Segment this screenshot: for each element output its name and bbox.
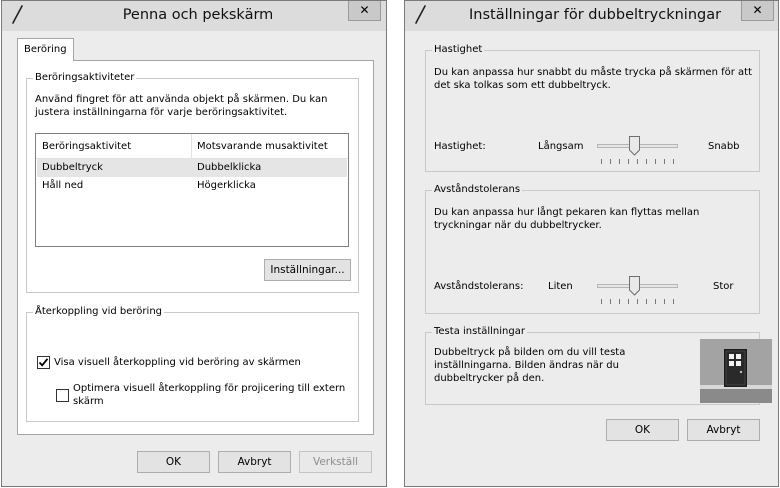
cancel-button[interactable]: Avbryt bbox=[218, 451, 291, 473]
column-header-mouse[interactable]: Motsvarande musaktivitet bbox=[192, 134, 348, 159]
mouse-action: Högerklicka bbox=[197, 180, 256, 191]
distance-min-label: Liten bbox=[548, 281, 573, 292]
ok-button[interactable]: OK bbox=[606, 419, 679, 441]
slider-tick bbox=[673, 299, 674, 304]
title-bar bbox=[2, 1, 386, 31]
slider-tick bbox=[601, 299, 602, 304]
slider-thumb[interactable] bbox=[629, 276, 640, 296]
mouse-action: Dubbelklicka bbox=[197, 162, 262, 173]
touch-feedback-group bbox=[26, 306, 359, 422]
slider-tick bbox=[601, 159, 602, 164]
settings-button[interactable]: Inställningar... bbox=[264, 259, 351, 281]
slider-tick bbox=[673, 159, 674, 164]
speed-max-label: Snabb bbox=[708, 141, 740, 152]
projection-label[interactable]: Optimera visuell återkoppling för projicering till extern skärm bbox=[73, 383, 346, 407]
slider-tick bbox=[637, 299, 638, 304]
close-button[interactable] bbox=[348, 1, 381, 21]
group-title: Beröringsaktiviteter bbox=[35, 72, 135, 83]
activities-list[interactable] bbox=[35, 133, 349, 247]
slider-tick bbox=[628, 299, 629, 304]
door-icon bbox=[700, 339, 772, 403]
projection-checkbox[interactable] bbox=[56, 389, 69, 402]
activity-name: Håll ned bbox=[42, 180, 84, 191]
group-title: Återkoppling vid beröring bbox=[35, 306, 163, 317]
slider-tick bbox=[637, 159, 638, 164]
slider-tick bbox=[655, 159, 656, 164]
visual-feedback-label[interactable]: Visa visuell återkoppling vid beröring av skärmen bbox=[54, 357, 301, 368]
activities-description: Använd fingret för att använda objekt på skärmen. Du kan justera inställningarna för varje beröringsaktivitet. bbox=[35, 94, 328, 118]
speed-description: Du kan anpassa hur snabbt du måste trycka på skärmen för att det ska tolkas som ett dubbeltryck. bbox=[434, 67, 752, 91]
slider-tick bbox=[664, 159, 665, 164]
slider-ticks bbox=[597, 299, 678, 304]
slider-tick bbox=[664, 299, 665, 304]
column-header-activity[interactable]: Beröringsaktivitet bbox=[36, 134, 192, 159]
close-icon: ✕ bbox=[359, 3, 370, 17]
pen-touch-dialog bbox=[1, 0, 387, 487]
visual-feedback-checkbox[interactable] bbox=[37, 356, 50, 369]
activity-name: Dubbeltryck bbox=[42, 162, 103, 173]
test-image[interactable] bbox=[700, 339, 772, 403]
checkmark-icon bbox=[38, 357, 49, 368]
slider-tick bbox=[619, 159, 620, 164]
ok-button[interactable]: OK bbox=[137, 451, 210, 473]
window-title: Penna och pekskärm bbox=[122, 7, 274, 23]
apply-button[interactable]: Verkställ bbox=[299, 451, 372, 473]
close-button[interactable] bbox=[741, 1, 774, 21]
speed-min-label: Långsam bbox=[538, 141, 584, 152]
speed-group bbox=[425, 44, 760, 172]
distance-slider[interactable] bbox=[597, 276, 678, 304]
speed-label: Hastighet: bbox=[434, 141, 486, 152]
double-tap-settings-dialog bbox=[404, 0, 779, 487]
speed-slider[interactable] bbox=[597, 136, 678, 164]
slider-tick bbox=[619, 299, 620, 304]
list-item[interactable] bbox=[37, 177, 347, 195]
slider-tick bbox=[646, 159, 647, 164]
slider-ticks bbox=[597, 159, 678, 164]
slider-thumb[interactable] bbox=[629, 136, 640, 156]
pen-icon bbox=[414, 4, 428, 24]
distance-description: Du kan anpassa hur långt pekaren kan flyttas mellan tryckningar när du dubbeltrycker. bbox=[434, 207, 700, 231]
distance-tolerance-group bbox=[425, 184, 760, 314]
distance-max-label: Stor bbox=[713, 281, 734, 292]
slider-tick bbox=[655, 299, 656, 304]
distance-label: Avståndstolerans: bbox=[434, 281, 524, 292]
test-description: Dubbeltryck på bilden om du vill testa inställningarna. Bilden ändras när du dubbeltrycker på den. bbox=[434, 347, 626, 384]
list-item[interactable] bbox=[37, 159, 347, 177]
group-title: Testa inställningar bbox=[434, 326, 525, 337]
touch-activities-group bbox=[26, 72, 359, 293]
tab-touch[interactable]: Beröring bbox=[17, 38, 74, 61]
cancel-button[interactable]: Avbryt bbox=[687, 419, 760, 441]
close-icon: ✕ bbox=[752, 3, 763, 17]
title-bar bbox=[405, 1, 778, 31]
group-title: Hastighet bbox=[434, 44, 483, 55]
slider-tick bbox=[628, 159, 629, 164]
group-title: Avståndstolerans bbox=[434, 184, 521, 195]
slider-tick bbox=[646, 299, 647, 304]
tab-panel bbox=[17, 60, 374, 435]
window-title: Inställningar för dubbeltryckningar bbox=[469, 7, 722, 23]
slider-tick bbox=[610, 159, 611, 164]
test-settings-group bbox=[425, 326, 760, 405]
slider-tick bbox=[610, 299, 611, 304]
